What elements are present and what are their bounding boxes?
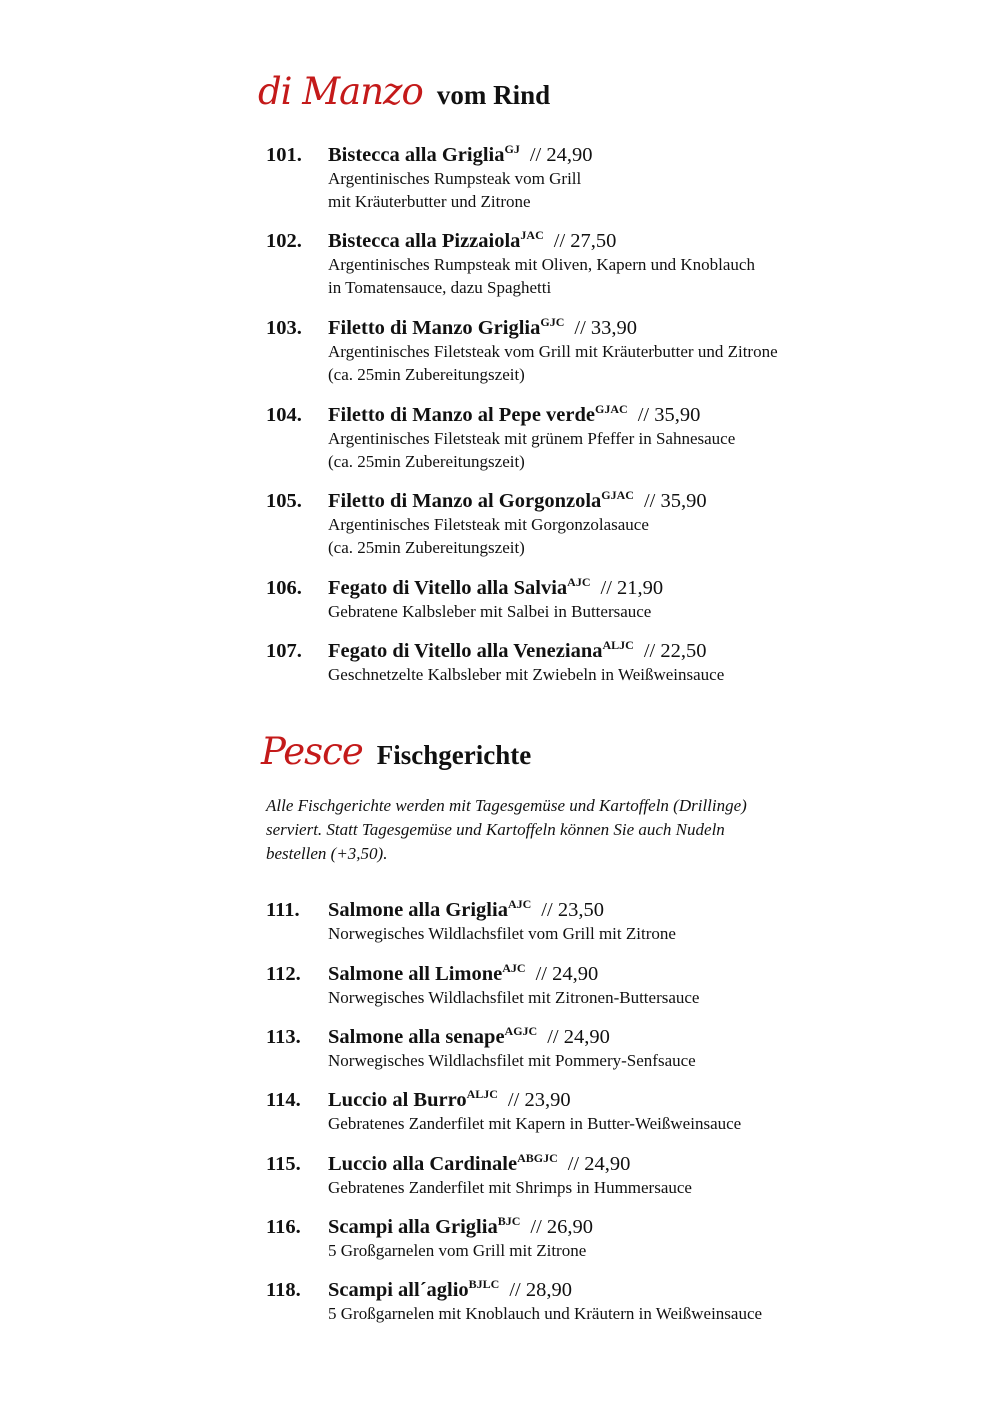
beef-section-title: vom Rind — [436, 80, 551, 110]
item-description: Gebratene Kalbsleber mit Salbei in Buttersauce — [328, 602, 652, 621]
item-name: Fegato di Vitello alla Salvia — [328, 577, 568, 599]
item-description: (ca. 25min Zubereitungszeit) — [328, 365, 525, 384]
price-separator: // — [535, 963, 548, 985]
menu-item-114 — [266, 1088, 906, 1135]
item-description: Gebratenes Zanderfilet mit Shrimps in Hummersauce — [328, 1178, 692, 1197]
item-description: Norwegisches Wildlachsfilet vom Grill mit Zitrone — [328, 924, 676, 943]
allergen-codes: AGJC — [504, 1024, 538, 1038]
item-description: Norwegisches Wildlachsfilet mit Zitronen-Buttersauce — [328, 988, 700, 1007]
menu-item-115 — [266, 1152, 906, 1199]
price-separator: // — [643, 640, 656, 662]
item-number: 106. — [266, 577, 302, 599]
item-price: 24,90 — [584, 1153, 631, 1175]
price-separator: // — [553, 230, 566, 252]
item-number: 112. — [266, 963, 301, 985]
price-separator: // — [637, 404, 650, 426]
item-price: 22,50 — [660, 640, 707, 662]
item-name: Salmone alla senape — [328, 1026, 505, 1048]
allergen-codes: AJC — [502, 961, 526, 975]
price-separator: // — [600, 577, 612, 599]
beef-script-title: di Manzo — [258, 70, 423, 113]
allergen-codes: AJC — [567, 575, 591, 589]
item-price: 23,50 — [557, 899, 604, 921]
item-number: 102. — [266, 230, 302, 252]
item-name: Filetto di Manzo al Gorgonzola — [328, 490, 602, 512]
item-name: Bistecca alla Pizzaiola — [328, 230, 521, 252]
item-number: 103. — [266, 317, 302, 339]
fish-intro-line: bestellen (+3,50). — [266, 844, 388, 863]
item-description: mit Kräuterbutter und Zitrone — [328, 192, 531, 211]
price-separator: // — [574, 317, 586, 339]
item-price: 23,90 — [524, 1089, 571, 1111]
item-description: Argentinisches Rumpsteak mit Oliven, Kapern und Knoblauch — [328, 255, 755, 274]
item-description: Gebratenes Zanderfilet mit Kapern in Butter-Weißweinsauce — [328, 1114, 742, 1133]
menu-item-101 — [266, 143, 906, 213]
item-price: 26,90 — [546, 1216, 594, 1238]
item-name: Luccio al Burro — [328, 1089, 467, 1111]
item-price: 35,90 — [654, 404, 701, 426]
allergen-codes: AJC — [507, 897, 532, 911]
allergen-codes: ABGJC — [517, 1151, 558, 1165]
fish-section-title: Fischgerichte — [376, 740, 532, 770]
price-separator: // — [541, 899, 553, 921]
item-description: Geschnetzelte Kalbsleber mit Zwiebeln in Weißweinsauce — [328, 665, 725, 684]
menu-item-103 — [266, 316, 906, 386]
item-price: 24,90 — [563, 1026, 610, 1048]
item-name: Salmone alla Griglia — [328, 899, 508, 921]
allergen-codes: BJLC — [468, 1277, 500, 1291]
allergen-codes: ALJC — [602, 638, 634, 652]
item-price: 21,90 — [617, 577, 664, 599]
item-description: Norwegisches Wildlachsfilet mit Pommery-Senfsauce — [328, 1051, 696, 1070]
beef-section-heading — [258, 70, 550, 113]
allergen-codes: GJAC — [595, 402, 628, 416]
item-number: 111. — [266, 899, 300, 921]
price-separator: // — [507, 1089, 520, 1111]
item-description: Argentinisches Filetsteak mit grünem Pfeffer in Sahnesauce — [328, 429, 736, 448]
item-price: 24,90 — [546, 144, 593, 166]
menu-item-106 — [266, 576, 906, 623]
item-price: 33,90 — [590, 317, 638, 339]
allergen-codes: ALJC — [466, 1087, 498, 1101]
item-number: 105. — [266, 490, 302, 512]
fish-section-heading — [261, 730, 531, 773]
menu-item-111 — [266, 898, 906, 945]
item-number: 116. — [266, 1216, 301, 1238]
fish-script-title: Pesce — [261, 730, 363, 773]
item-name: Bistecca alla Griglia — [328, 144, 505, 166]
menu-item-118 — [266, 1278, 906, 1325]
price-separator: // — [643, 490, 656, 512]
menu-item-105 — [266, 489, 906, 559]
menu-item-116 — [266, 1215, 906, 1262]
item-name: Filetto di Manzo Griglia — [328, 317, 541, 339]
item-number: 104. — [266, 404, 302, 426]
allergen-codes: JAC — [520, 228, 544, 242]
item-description: Argentinisches Filetsteak mit Gorgonzolasauce — [328, 515, 649, 534]
item-name: Luccio alla Cardinale — [328, 1153, 518, 1175]
item-name: Scampi alla Griglia — [328, 1216, 498, 1238]
allergen-codes: GJAC — [601, 488, 634, 502]
item-description: (ca. 25min Zubereitungszeit) — [328, 452, 525, 471]
item-description: 5 Großgarnelen vom Grill mit Zitrone — [328, 1241, 587, 1260]
fish-intro-line: Alle Fischgerichte werden mit Tagesgemüse und Kartoffeln (Drillinge) — [266, 796, 747, 815]
item-number: 115. — [266, 1153, 301, 1175]
item-number: 113. — [266, 1026, 301, 1048]
item-price: 24,90 — [552, 963, 599, 985]
item-number: 114. — [266, 1089, 301, 1111]
item-number: 107. — [266, 640, 302, 662]
price-separator: // — [509, 1279, 521, 1301]
item-price: 28,90 — [525, 1279, 573, 1301]
price-separator: // — [529, 144, 542, 166]
item-number: 101. — [266, 144, 302, 166]
allergen-codes: GJ — [504, 142, 520, 156]
item-name: Fegato di Vitello alla Veneziana — [328, 640, 603, 662]
item-description: in Tomatensauce, dazu Spaghetti — [328, 278, 552, 297]
allergen-codes: GJC — [540, 315, 565, 329]
menu-item-113 — [266, 1025, 906, 1072]
menu-item-112 — [266, 962, 906, 1009]
menu-item-104 — [266, 403, 906, 473]
item-name: Filetto di Manzo al Pepe verde — [328, 404, 596, 426]
allergen-codes: BJC — [497, 1214, 521, 1228]
menu-item-107 — [266, 639, 906, 686]
price-separator: // — [530, 1216, 542, 1238]
item-description: (ca. 25min Zubereitungszeit) — [328, 538, 525, 557]
item-price: 35,90 — [660, 490, 707, 512]
item-description: Argentinisches Filetsteak vom Grill mit Kräuterbutter und Zitrone — [328, 342, 778, 361]
item-name: Scampi all´aglio — [328, 1279, 469, 1301]
price-separator: // — [567, 1153, 580, 1175]
item-number: 118. — [266, 1279, 301, 1301]
item-price: 27,50 — [570, 230, 617, 252]
item-description: Argentinisches Rumpsteak vom Grill — [328, 169, 582, 188]
item-description: 5 Großgarnelen mit Knoblauch und Kräutern in Weißweinsauce — [328, 1304, 763, 1323]
menu-item-102 — [266, 229, 906, 299]
fish-intro-line: serviert. Statt Tagesgemüse und Kartoffeln können Sie auch Nudeln — [266, 820, 725, 839]
fish-intro-note — [266, 794, 866, 866]
item-name: Salmone all Limone — [328, 963, 503, 985]
price-separator: // — [547, 1026, 559, 1048]
